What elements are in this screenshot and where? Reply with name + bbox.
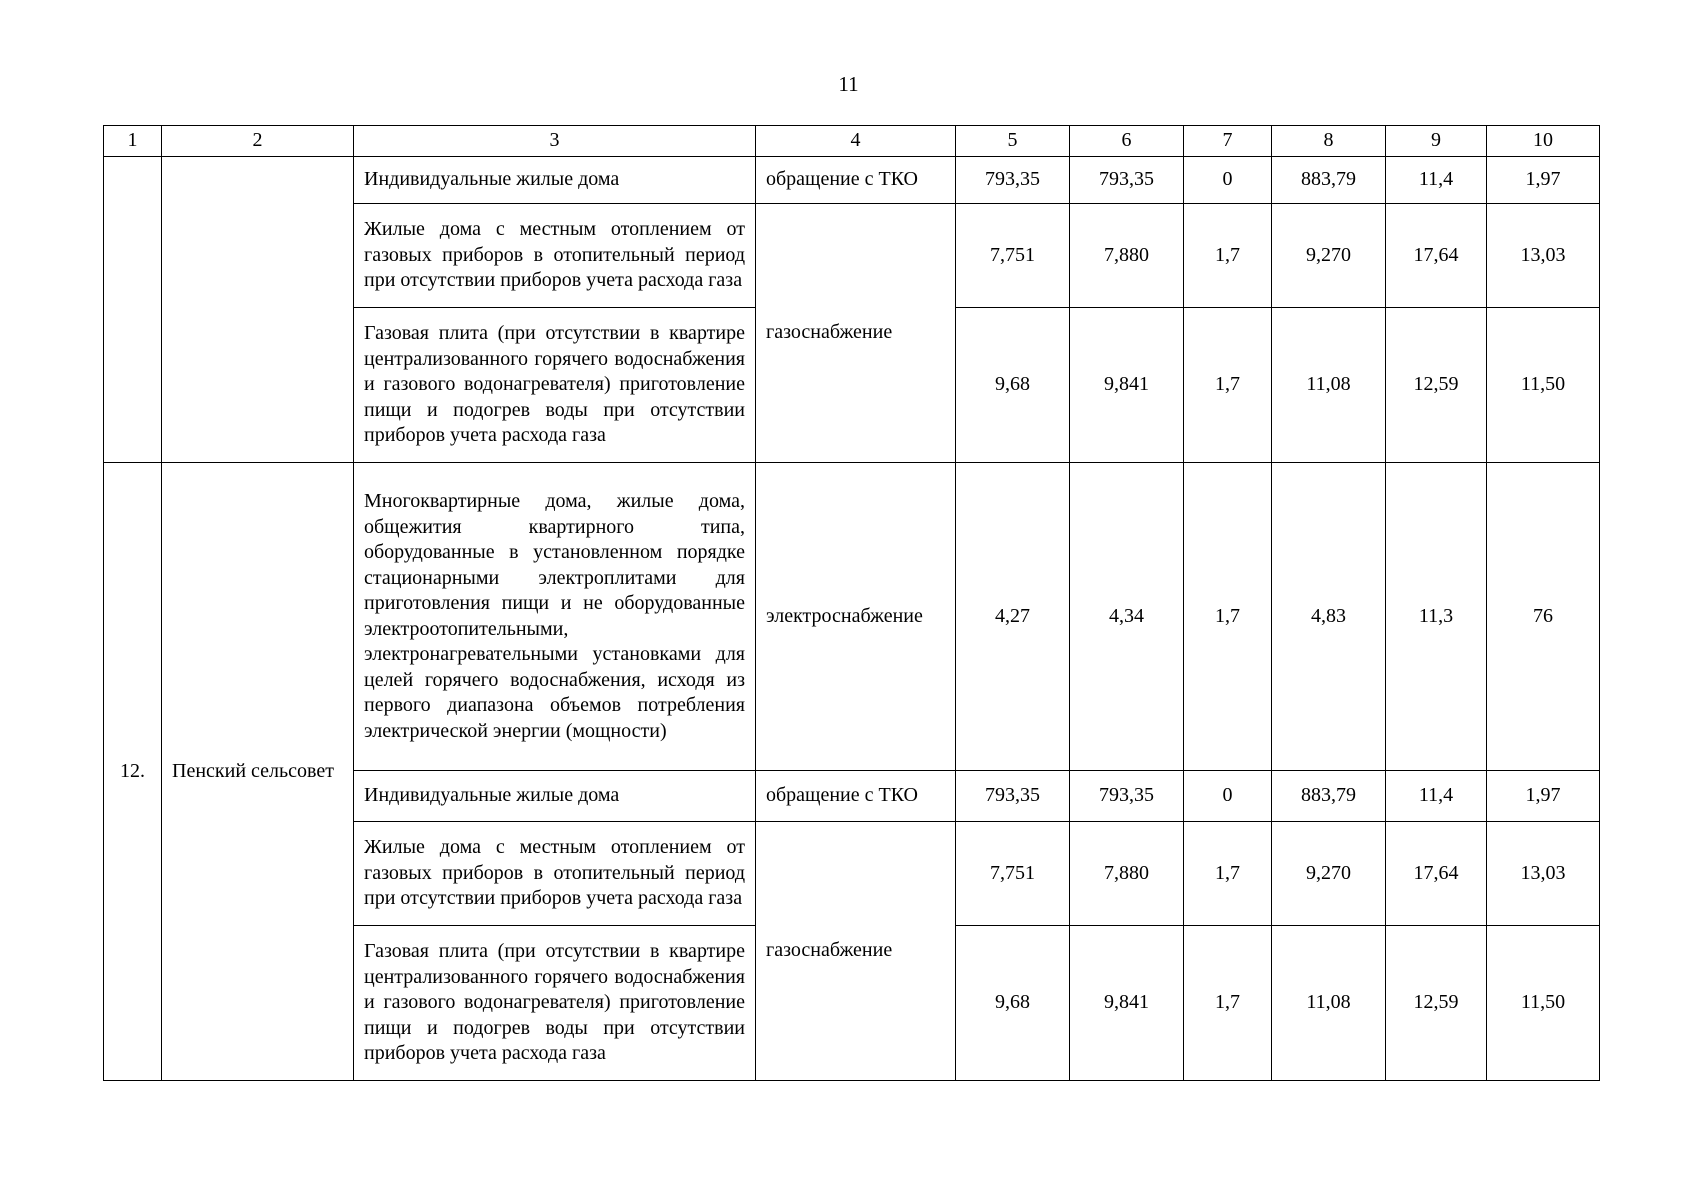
value-cell: 9,270 — [1272, 822, 1386, 926]
service-type: электроснабжение — [756, 463, 956, 771]
column-number: 4 — [756, 126, 956, 157]
settlement-name: Пенский сельсовет — [162, 463, 354, 1081]
column-number: 6 — [1070, 126, 1184, 157]
value-cell: 9,68 — [956, 926, 1070, 1081]
value-cell: 793,35 — [956, 771, 1070, 822]
value-cell: 1,7 — [1184, 926, 1272, 1081]
value-cell: 76 — [1487, 463, 1600, 771]
value-cell: 1,7 — [1184, 822, 1272, 926]
value-cell: 11,50 — [1487, 926, 1600, 1081]
value-cell: 12,59 — [1386, 926, 1487, 1081]
value-cell: 883,79 — [1272, 157, 1386, 204]
consumer-category: Жилые дома с местным отоплением от газовых приборов в отопительный период при отсутствии приборов учета расхода газа — [354, 822, 756, 926]
service-type: газоснабжение — [756, 822, 956, 1081]
value-cell: 11,08 — [1272, 308, 1386, 463]
value-cell: 4,34 — [1070, 463, 1184, 771]
value-cell: 13,03 — [1487, 822, 1600, 926]
column-number: 10 — [1487, 126, 1600, 157]
column-number: 1 — [104, 126, 162, 157]
table-row — [104, 157, 1600, 204]
service-type: обращение с ТКО — [756, 157, 956, 204]
service-type: газоснабжение — [756, 204, 956, 463]
value-cell: 7,880 — [1070, 822, 1184, 926]
column-number: 5 — [956, 126, 1070, 157]
value-cell: 7,751 — [956, 204, 1070, 308]
value-cell: 11,4 — [1386, 157, 1487, 204]
value-cell: 4,27 — [956, 463, 1070, 771]
value-cell: 1,97 — [1487, 771, 1600, 822]
value-cell: 9,270 — [1272, 204, 1386, 308]
column-number: 7 — [1184, 126, 1272, 157]
value-cell: 883,79 — [1272, 771, 1386, 822]
value-cell: 11,50 — [1487, 308, 1600, 463]
settlement-cell — [162, 157, 354, 463]
value-cell: 13,03 — [1487, 204, 1600, 308]
column-number-row — [104, 126, 1600, 157]
column-number: 2 — [162, 126, 354, 157]
index-cell: 12. — [104, 463, 162, 1081]
column-number: 8 — [1272, 126, 1386, 157]
value-cell: 11,3 — [1386, 463, 1487, 771]
value-cell: 11,08 — [1272, 926, 1386, 1081]
consumer-category: Жилые дома с местным отоплением от газовых приборов в отопительный период при отсутствии приборов учета расхода газа — [354, 204, 756, 308]
value-cell: 0 — [1184, 157, 1272, 204]
value-cell: 1,7 — [1184, 308, 1272, 463]
consumer-category: Индивидуальные жилые дома — [354, 157, 756, 204]
value-cell: 7,880 — [1070, 204, 1184, 308]
value-cell: 17,64 — [1386, 822, 1487, 926]
table-row — [104, 463, 1600, 771]
index-cell — [104, 157, 162, 463]
value-cell: 1,7 — [1184, 204, 1272, 308]
value-cell: 793,35 — [1070, 157, 1184, 204]
column-number: 3 — [354, 126, 756, 157]
value-cell: 11,4 — [1386, 771, 1487, 822]
value-cell: 0 — [1184, 771, 1272, 822]
consumer-category: Газовая плита (при отсутствии в квартире централизованного горячего водоснабжения и газового водонагревателя) приготовление пищи и подогрев воды при отсутствии приборов учета расхода газа — [354, 926, 756, 1081]
page-number: 11 — [838, 72, 859, 96]
value-cell: 9,841 — [1070, 308, 1184, 463]
tariff-table — [103, 125, 1600, 1081]
value-cell: 9,841 — [1070, 926, 1184, 1081]
value-cell: 4,83 — [1272, 463, 1386, 771]
consumer-category: Многоквартирные дома, жилые дома, общежития квартирного типа, оборудованные в установленном порядке стационарными электроплитами для приготовления пищи и не оборудованные электроотопительными, электронагревательными установками для целей горячего водоснабжения, исходя из первого диапазона объемов потребления электрической энергии (мощности) — [354, 463, 756, 771]
service-type: обращение с ТКО — [756, 771, 956, 822]
value-cell: 17,64 — [1386, 204, 1487, 308]
value-cell: 12,59 — [1386, 308, 1487, 463]
value-cell: 1,97 — [1487, 157, 1600, 204]
value-cell: 793,35 — [956, 157, 1070, 204]
value-cell: 1,7 — [1184, 463, 1272, 771]
column-number: 9 — [1386, 126, 1487, 157]
value-cell: 7,751 — [956, 822, 1070, 926]
value-cell: 793,35 — [1070, 771, 1184, 822]
consumer-category: Индивидуальные жилые дома — [354, 771, 756, 822]
value-cell: 9,68 — [956, 308, 1070, 463]
consumer-category: Газовая плита (при отсутствии в квартире централизованного горячего водоснабжения и газового водонагревателя) приготовление пищи и подогрев воды при отсутствии приборов учета расхода газа — [354, 308, 756, 463]
